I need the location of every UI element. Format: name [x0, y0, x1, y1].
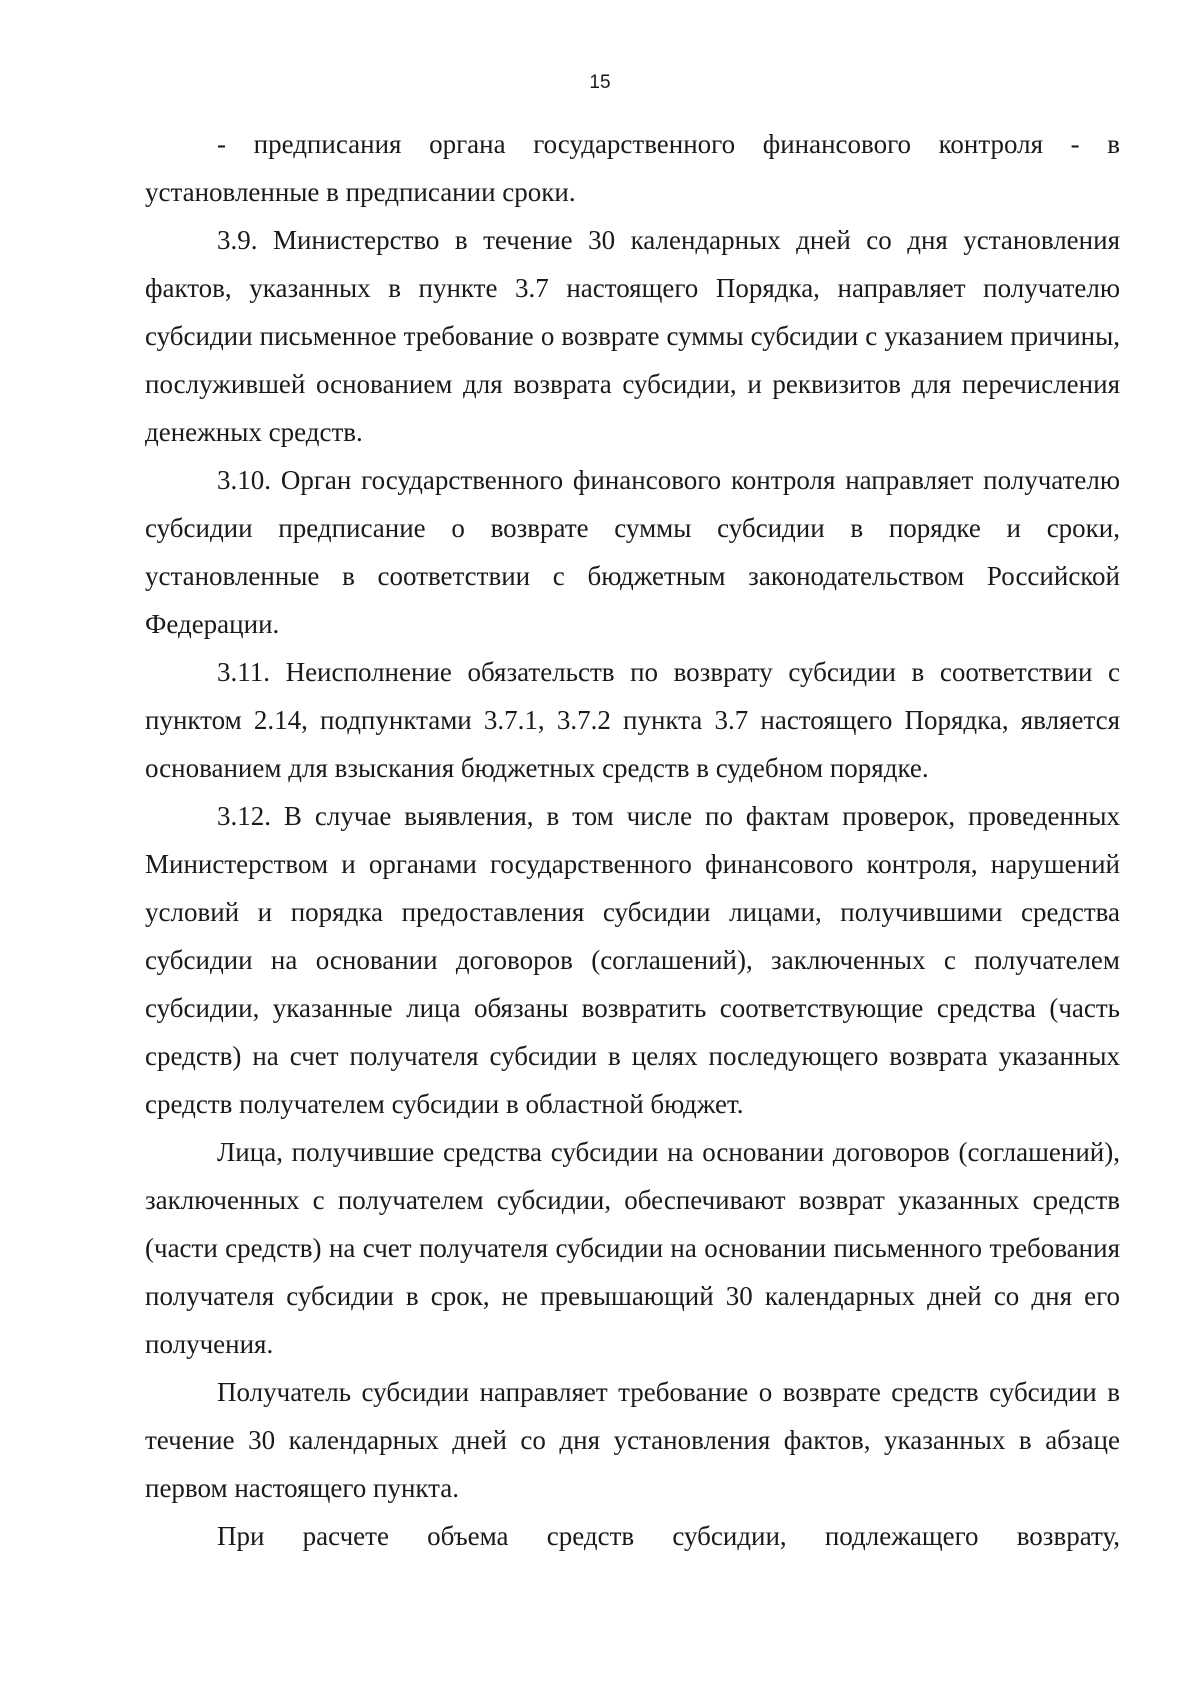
document-body — [145, 120, 1120, 1560]
page-number: 15 — [589, 72, 611, 93]
paragraph-calculation: При расчете объема средств субсидии, подлежащего возврату, — [217, 1521, 1120, 1551]
paragraph-recipient-demand: Получатель субсидии направляет требование о возврате средств субсидии в течение 30 календарных дней со дня установления фактов, указанных в абзаце первом настоящего пункта. — [145, 1377, 1120, 1503]
paragraph-persons-return: Лица, получившие средства субсидии на основании договоров (соглашений), заключенных с получателем субсидии, обеспечивают возврат указанных средств (части средств) на счет получателя субсидии на основании письменного требования получателя субсидии в срок, не превышающий 30 календарных дней со дня его получения. — [145, 1137, 1120, 1359]
paragraph-3-11: 3.11. Неисполнение обязательств по возврату субсидии в соответствии с пунктом 2.14, подпунктами 3.7.1, 3.7.2 пункта 3.7 настоящего Порядка, является основанием для взыскания бюджетных средств в судебном порядке. — [145, 657, 1120, 783]
paragraph-3-12: 3.12. В случае выявления, в том числе по фактам проверок, проведенных Министерством и органами государственного финансового контроля, нарушений условий и порядка предоставления субсидии лицами, получившими средства субсидии на основании договоров (соглашений), заключенных с получателем субсидии, указанные лица обязаны возвратить соответствующие средства (часть средств) на счет получателя субсидии в целях последующего возврата указанных средств получателем субсидии в областной бюджет. — [145, 801, 1120, 1119]
paragraph-order-execution: - предписания органа государственного финансового контроля - в установленные в предписании сроки. — [145, 129, 1120, 207]
paragraph-3-9: 3.9. Министерство в течение 30 календарных дней со дня установления фактов, указанных в пункте 3.7 настоящего Порядка, направляет получателю субсидии письменное требование о возврате суммы субсидии с указанием причины, послужившей основанием для возврата субсидии, и реквизитов для перечисления денежных средств. — [145, 225, 1120, 447]
paragraph-3-10: 3.10. Орган государственного финансового контроля направляет получателю субсидии предписание о возврате суммы субсидии в порядке и сроки, установленные в соответствии с бюджетным законодательством Российской Федерации. — [145, 465, 1120, 639]
